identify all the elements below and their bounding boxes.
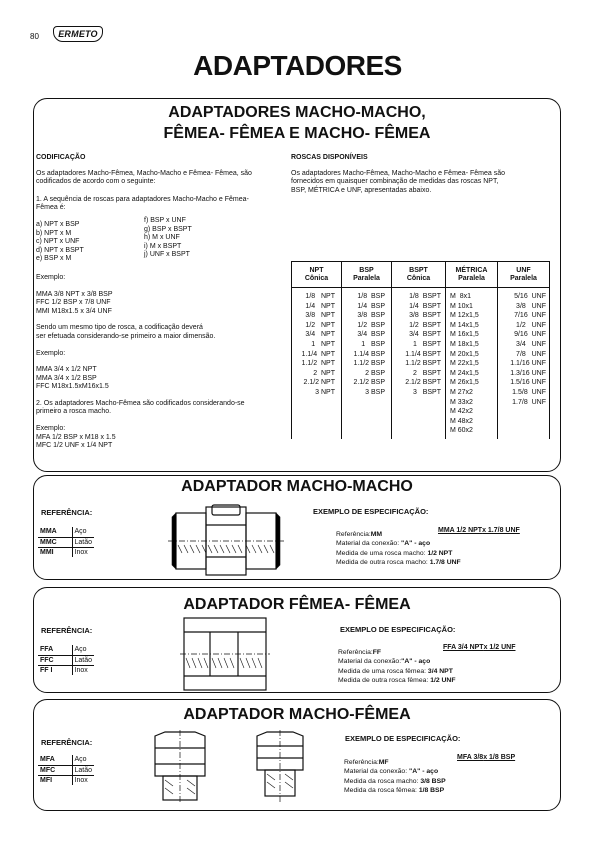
spec-code-part: x 1/8 BSP [483,754,516,761]
spec-line-label: Medida de uma rosca macho: [336,549,428,557]
thread-size: 1/4 NPT [305,302,335,310]
spec-line-label: Referência: [338,649,373,656]
thread-size: 1 BSP [361,340,385,348]
col-bspt [392,288,446,439]
roscas-text-line: Os adaptadores Macho-Fêmea, Macho-Macho e Fêmea- Fêmea são [291,169,505,177]
roscas-heading: ROSCAS DISPONÍVEIS [291,154,368,161]
sequence-item: b) NPT x M [36,229,72,237]
ref-material: Inox [72,547,94,557]
roscas-text-line: BSP, MÉTRICA e UNF, apresentadas abaixo. [291,186,432,194]
thread-size: M 27x2 [450,388,473,396]
thread-size: 1.1/4 NPT [301,350,335,358]
codificacao-block [36,154,286,451]
thread-size: M 26x1,5 [450,379,479,387]
col-npt [292,288,342,439]
spec-line-value: FF [372,649,382,656]
ref-material: Aço [74,756,87,764]
macho-femea-drawing-front [245,730,315,806]
thread-size: M 14x1,5 [450,321,479,329]
thread-size: 1.1/4 BSP [353,350,385,358]
spec-code-part: MMA 1/2 NPT [438,527,483,534]
spec-code-part: x 1.7/8 UNF [482,527,520,534]
spec-line-label: Material da conexão: [338,658,402,666]
spec-line-value: 3/4 NPT [427,667,453,675]
ref-table [38,527,94,557]
col-header-title: MÉTRICA [455,266,488,274]
example-item: MMA 3/4 x 1/2 BSP [36,374,97,382]
spec-code-part: x 1/2 UNF [483,644,516,651]
ref-material: Latão [72,537,94,547]
ref-code: MFC [38,765,72,775]
ref-code: MFA [38,755,72,765]
example-label: EXEMPLO DE ESPECIFICAÇÃO: [340,625,456,634]
thread-size: M 48x2 [450,417,473,425]
col-header-title: BSP [359,266,374,274]
example-item: FFC M18x1.5xM16x1.5 [36,383,109,391]
ref-label: REFERÊNCIA: [41,508,93,517]
col-header-title: UNF [516,266,531,274]
spec-code-part: MFA 3/8 [457,754,484,761]
spec-line-label: Referência: [336,531,371,538]
thread-size: 3/8 UNF [516,302,546,310]
roscas-block [291,154,553,195]
thread-size: 5/16 UNF [514,293,546,300]
thread-size: M 24x1,5 [450,369,479,377]
thread-size: 3/8 BSP [357,312,385,320]
col-header-metrica [446,262,498,288]
sequence-item: f) BSP x UNF [144,216,186,224]
thread-size: 7/8 UNF [516,350,546,358]
sequence-item: e) BSP x M [36,255,72,263]
thread-size: 1.1/16 UNF [510,360,546,368]
ref-code: MFI [38,775,72,785]
ref-label: REFERÊNCIA: [41,738,93,747]
thread-size: 1.1/2 BSP [353,360,385,368]
thread-size: 3 BSP [365,388,385,396]
logo-text: ERMETO [58,29,98,39]
spec-line-label: Medida de outra rosca macho: [336,559,430,567]
spec-line-value: 1/2 UNF [430,677,456,685]
sequence-item: a) NPT x BSP [36,220,80,228]
example-item: MFA 1/2 BSP x M18 x 1.5 [36,433,116,441]
section-title: ADAPTADOR MACHO-FÊMEA [183,706,411,723]
thread-size: 1/2 BSPT [409,321,441,329]
spec-line-value: MM [370,531,383,538]
col-header-bsp [342,262,392,288]
col-bsp [342,288,392,439]
thread-size: 1/2 UNF [516,321,546,329]
col-header-subtitle: Paralela [458,274,485,282]
spec-line-label: Medida da rosca macho: [344,777,421,785]
thread-size: 2 BSP [365,369,385,377]
thread-size: M 42x2 [450,408,473,416]
col-header-title: BSPT [409,266,428,274]
col-header-subtitle: Paralela [510,274,537,282]
spec-line-label: Material da conexão: [336,540,401,548]
example-item: MMA 3/4 x 1/2 NPT [36,366,97,374]
thread-size: 3/4 NPT [305,331,335,339]
thread-size: 2.1/2 BSP [353,379,385,387]
spec-line-value: MF [378,759,389,766]
spec-line-value: "A" - aço [409,768,439,776]
example-label: EXEMPLO DE ESPECIFICAÇÃO: [313,507,429,516]
example-label: Exemplo: [36,273,66,281]
section-title: ADAPTADOR MACHO-MACHO [181,478,413,495]
example-label: EXEMPLO DE ESPECIFICAÇÃO: [345,734,461,743]
macho-macho-drawing [168,505,288,580]
ref-material: Inox [72,775,94,785]
thread-size: 1.7/8 UNF [512,398,546,406]
ref-code: FFC [38,655,72,665]
spec-line-label: Material da conexão: [344,768,409,776]
col-header-bspt [392,262,446,288]
macho-femea-drawing-side [145,730,215,806]
thread-size: M 8x1 [450,293,472,300]
spec-line-label: Medida de uma rosca fêmea: [338,667,428,675]
spec-line-value: 1/2 NPT [427,549,453,557]
thread-size: 3 NPT [315,388,335,396]
sequence-item: h) M x UNF [144,234,180,242]
thread-size: 1 BSPT [412,340,441,348]
ref-material: Aço [74,646,87,654]
thread-size: 1 NPT [311,340,335,348]
item1-line: Fêmea é: [36,204,66,212]
thread-size: 2.1/2 BSPT [405,379,441,387]
thread-size: M 18x1,5 [450,340,479,348]
col-header-unf [498,262,550,288]
brand-logo [53,26,103,42]
section-title: ADAPTADOR FÊMEA- FÊMEA [183,596,411,613]
intro-line: Os adaptadores Macho-Fêmea, Macho-Macho e Fêmea- Fêmea, são [36,169,252,177]
top-section-title [33,102,561,144]
thread-size: 3/8 NPT [305,312,335,320]
note-line: ser efetuada considerando-se primeiro a maior dimensão. [36,332,216,340]
sequence-item: g) BSP x BSPT [144,225,192,233]
top-title-line1: ADAPTADORES MACHO-MACHO, [168,104,426,121]
spec-line-value: 3/8 BSP [420,777,446,785]
spec-code [457,746,515,764]
ref-material: Aço [74,528,87,536]
thread-size: 2.1/2 NPT [303,379,335,387]
item2-line: primeiro a rosca macho. [36,408,112,416]
spec-lines [344,758,446,796]
thread-size: 3/8 BSPT [409,312,441,320]
spec-line-value: 1.7/8 UNF [429,559,461,567]
thread-size: 1.1/2 NPT [301,360,335,368]
spec-line-label: Referência: [344,759,379,766]
thread-size: 1/8 BSPT [409,293,441,300]
ref-material: Latão [72,765,94,775]
thread-size: 3/4 BSPT [409,331,441,339]
col-header-subtitle: Cônica [304,274,329,282]
thread-size: M 33x2 [450,398,473,406]
example-item: MFC 1/2 UNF x 1/4 NPT [36,442,113,450]
thread-table-wrap [291,261,550,439]
thread-size: M 16x1,5 [450,331,479,339]
thread-size: M 20x1,5 [450,350,479,358]
spec-line-value: 1/8 BSP [418,787,445,795]
intro-line: codificados de acordo com o seguinte: [36,178,156,186]
example-item: MMI M18x1.5 x 3/4 UNF [36,307,112,315]
page-number: 80 [30,32,39,41]
col-header-subtitle: Cônica [406,274,431,282]
ref-code: MMA [38,527,72,537]
spec-line-label: Medida de outra rosca fêmea: [338,677,431,685]
codificacao-heading: CODIFICAÇÃO [36,154,86,161]
thread-size: 3/4 UNF [516,340,546,348]
spec-line-label: Medida da rosca fêmea: [344,787,419,795]
thread-size: 1/2 NPT [305,321,335,329]
ref-material: Latão [72,655,94,665]
sequence-item: d) NPT x BSPT [36,246,84,254]
thread-size: 2 NPT [313,369,335,377]
col-metrica [446,288,498,439]
spec-line-value: "A" - aço [401,540,431,548]
spec-line-value: "A" - aço [401,658,431,666]
thread-size: 1/4 BSPT [409,302,441,310]
col-unf [498,288,550,439]
thread-size: M 10x1 [450,302,473,310]
example-item: FFC 1/2 BSP x 7/8 UNF [36,299,111,307]
thread-size: 1/2 BSP [357,321,385,329]
ref-label: REFERÊNCIA: [41,626,93,635]
ref-table [38,645,94,675]
sequence-item: c) NPT x UNF [36,238,80,246]
ref-code: FF I [38,665,72,675]
thread-size: M 22x1,5 [450,360,479,368]
top-title-line2: FÊMEA- FÊMEA E MACHO- FÊMEA [163,125,431,142]
ref-table [38,755,94,785]
thread-size: 2 BSPT [412,369,441,377]
thread-size: 9/16 UNF [514,331,546,339]
thread-size: 1.1/4 BSPT [405,350,441,358]
ref-code: MMC [38,537,72,547]
sequence-item: i) M x BSPT [144,242,182,250]
thread-size: M 12x1,5 [450,312,479,320]
note-line: Sendo um mesmo tipo de rosca, a codificação deverá [36,324,203,332]
thread-size: 1.5/8 UNF [512,388,546,396]
example-item: MMA 3/8 NPT x 3/8 BSP [36,290,113,298]
thread-size: M 60x2 [450,427,473,435]
femea-femea-drawing [180,616,270,694]
ref-material: Inox [72,665,94,675]
roscas-text-line: fornecidos em quaisquer combinação de medidas das roscas NPT, [291,178,499,186]
thread-size: 3/4 BSP [357,331,385,339]
thread-size: 1/8 NPT [305,293,335,300]
ref-code: MMI [38,547,72,557]
example-label: Exemplo: [36,425,66,433]
thread-size: 3 BSPT [412,388,441,396]
spec-lines [338,648,456,686]
col-header-title: NPT [309,266,324,274]
spec-lines [336,530,461,568]
item2-line: 2. Os adaptadores Macho-Fêmea são codificados considerando-se [36,399,245,407]
page-title: ADAPTADORES [193,50,402,81]
item1-line: 1. A sequência de roscas para adaptadores Macho-Macho e Fêmea- [36,195,249,203]
thread-size: 1.5/16 UNF [510,379,546,387]
thread-table [291,261,550,439]
thread-size: 1/4 BSP [357,302,385,310]
col-header-npt [292,262,342,288]
thread-size: 1.1/2 BSPT [405,360,441,368]
thread-size: 7/16 UNF [514,312,546,320]
ref-code: FFA [38,645,72,655]
thread-size: 1.3/16 UNF [510,369,546,377]
sequence-item: j) UNF x BSPT [144,251,190,259]
col-header-subtitle: Paralela [353,274,380,282]
example-label: Exemplo: [36,349,66,357]
thread-size: 1/8 BSP [357,293,385,300]
spec-code-part: FFA 3/4 NPT [443,644,484,651]
